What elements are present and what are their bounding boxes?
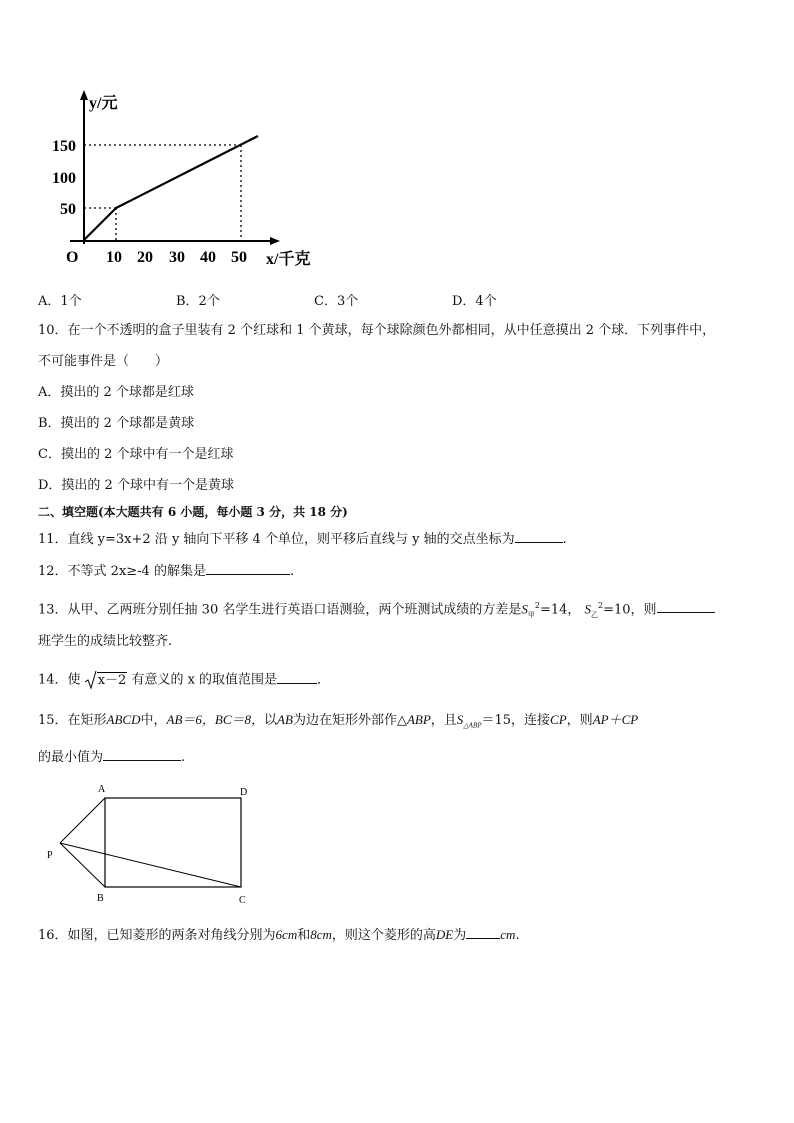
x-tick-label: 40 (200, 249, 216, 266)
q14-text2: 有意义的 x 的取值范围是 (131, 672, 278, 688)
origin-label: O (66, 249, 79, 266)
y-axis-label: y/元 (89, 95, 118, 112)
q16-answer-blank[interactable] (466, 926, 500, 939)
q15-abcd: ABCD (106, 712, 141, 727)
q12-text: 12．不等式 2x≥-4 的解集是 (38, 564, 206, 579)
q9-option-d[interactable]: D．4个 (452, 294, 497, 309)
q16-d1: 6cm (275, 927, 298, 942)
q13-variance-symbol: S (584, 601, 592, 617)
q15-line1 (38, 711, 638, 735)
q13-line2: 班学生的成绩比较整齐. (38, 634, 173, 649)
q13-sup: 2 (598, 601, 604, 610)
q15-abp: ABP (406, 712, 431, 727)
point-label-p: P (47, 850, 53, 861)
x-tick-label: 20 (137, 249, 153, 266)
q16-end: . (515, 928, 520, 943)
q16-unit: cm (500, 927, 516, 942)
q16-text: 为 (453, 928, 467, 943)
x-axis-label: x/千克 (266, 251, 311, 268)
q14-sqrt-expression (85, 670, 128, 690)
q16-d2: 8cm (310, 927, 332, 942)
q15-s: S (456, 712, 464, 727)
price-weight-graph (40, 86, 340, 276)
segment-pc (60, 843, 241, 887)
q15-s-eq: ＝15，连接 (481, 713, 551, 728)
x-tick-label: 10 (106, 249, 122, 266)
q10-stem-line2: 不可能事件是（ ） (38, 354, 169, 369)
q15-ab: AB (277, 712, 293, 727)
q11-answer-blank[interactable] (515, 530, 563, 543)
q15-text: 为边在矩形外部作△ (292, 713, 407, 728)
sqrt-icon (85, 670, 97, 690)
q13-eq2: =10，则 (603, 602, 657, 618)
q14 (38, 670, 330, 690)
q15-line2 (38, 748, 185, 767)
y-axis-arrow-icon (80, 90, 88, 100)
q9-option-b[interactable]: B．2个 (176, 294, 220, 309)
q16 (38, 926, 520, 945)
section2-heading: 二、填空题(本大题共有 6 小题，每小题 3 分，共 18 分) (38, 505, 348, 519)
x-tick-label: 50 (231, 249, 247, 266)
price-line (84, 136, 258, 240)
point-label-d: D (240, 787, 248, 798)
q14-radicand: x－2 (97, 672, 127, 688)
q16-text: 16．如图，已知菱形的两条对角线分别为 (38, 928, 276, 943)
q16-de: DE (435, 927, 454, 942)
q10-stem-line1: 10．在一个不透明的盒子里装有 2 个红球和 1 个黄球，每个球除颜色外都相同，从中任意摸出 2 个球．下列事件中， (38, 323, 716, 338)
point-label-a: A (98, 784, 106, 795)
x-tick-label: 30 (169, 249, 185, 266)
q12 (38, 562, 294, 581)
q11-text: 11．直线 y=3x+2 沿 y 轴向下平移 4 个单位，则平移后直线与 y 轴的交点坐标为 (38, 532, 515, 547)
q11-end: . (562, 532, 567, 547)
q16-and: 和 (297, 928, 311, 943)
q15-cp: CP (550, 712, 567, 727)
y-tick-label: 50 (60, 201, 76, 218)
y-tick-label: 100 (52, 170, 76, 187)
q13-sub-jia: 甲 (527, 610, 535, 619)
q14-answer-blank[interactable] (277, 671, 317, 684)
q10-option-b[interactable]: B．摸出的 2 个球都是黄球 (38, 416, 195, 431)
q9-option-a[interactable]: A．1个 (38, 294, 82, 309)
q15-bc-eq: BC＝8， (214, 712, 265, 727)
q13-answer-blank[interactable] (657, 600, 715, 613)
q15-text: ，则 (566, 713, 593, 728)
q15-text: ，且 (430, 713, 457, 728)
q15-text: 以 (264, 713, 278, 728)
q15-answer-blank[interactable] (103, 748, 181, 761)
point-label-c: C (239, 895, 246, 906)
q9-option-c[interactable]: C．3个 (314, 294, 359, 309)
point-label-b: B (97, 893, 104, 904)
q15-text: 中， (140, 713, 167, 728)
q11 (38, 530, 567, 549)
q16-text: ，则这个菱形的高 (331, 928, 436, 943)
q13-sub-yi: 乙 (591, 610, 599, 619)
segment-pb (60, 843, 105, 887)
q10-option-a[interactable]: A．摸出的 2 个球都是红球 (38, 385, 194, 400)
q15-s-sub: △ABP (463, 721, 482, 730)
q15-line2-text: 的最小值为 (38, 750, 104, 765)
q15-text: 15．在矩形 (38, 713, 107, 728)
q10-option-d[interactable]: D．摸出的 2 个球中有一个是黄球 (38, 478, 234, 493)
q13-line1 (38, 597, 715, 624)
q12-answer-blank[interactable] (206, 562, 290, 575)
y-tick-label: 150 (52, 138, 76, 155)
q12-end: . (289, 564, 295, 579)
q14-end: ． (317, 672, 331, 688)
segment-pa (60, 798, 105, 843)
x-axis-arrow-icon (270, 237, 280, 245)
q10-option-c[interactable]: C．摸出的 2 个球中有一个是红球 (38, 447, 234, 462)
q15-sum: AP＋CP (592, 712, 639, 727)
q13-sup: 2 (534, 601, 540, 610)
q13-eq1: =14， (539, 602, 581, 618)
q13-text: 13．从甲、乙两班分别任抽 30 名学生进行英语口语测验，两个班测试成绩的方差是 (38, 602, 522, 618)
q14-text1: 14．使 (38, 672, 81, 688)
q13-variance-symbol: S (521, 601, 528, 617)
rectangle-abcd (105, 798, 241, 887)
q15-end: . (181, 750, 186, 765)
q15-ab-eq: AB＝6， (166, 712, 215, 727)
rectangle-figure (40, 780, 270, 910)
